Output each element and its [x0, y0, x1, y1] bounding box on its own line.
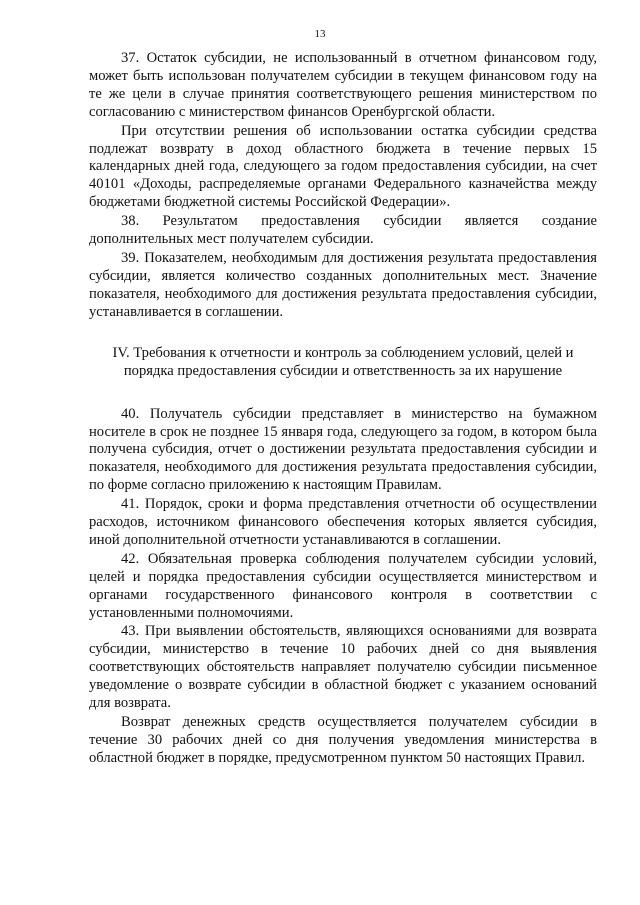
- paragraph-41: 41. Порядок, сроки и форма представления отчетности об осуществлении расходов, источником финансового обеспечения которых является субсидия, иной дополнительной отчетности устанавливаются в соглашении.: [89, 496, 597, 548]
- paragraph-39: 39. Показателем, необходимым для достижения результата предоставления субсидии, является количество созданных дополнительных мест. Значение показателя, необходимого для достижения результата предоставления субсидии, устанавливается в соглашении.: [89, 249, 597, 320]
- document-body: [89, 50, 597, 768]
- paragraph-42: 42. Обязательная проверка соблюдения получателем субсидии условий, целей и порядка предоставления субсидии осуществляется министерством и органами государственного финансового контроля в соответствии с установленными полномочиями.: [89, 550, 597, 621]
- paragraph-43-refund: Возврат денежных средств осуществляется получателем субсидии в течение 30 рабочих дней со дня получения уведомления министерства в областной бюджет в порядке, предусмотренном пунктом 50 настоящих Правил.: [89, 714, 597, 766]
- paragraph-40: 40. Получатель субсидии представляет в министерство на бумажном носителе в срок не позднее 15 января года, следующего за годом, в котором была получена субсидия, отчет о достижении результата предоставления субсидии и показателя, необходимого для достижения результата предоставления субсидии, по форме согласно приложению к настоящим Правилам.: [89, 405, 597, 494]
- paragraph-37-remainder: При отсутствии решения об использовании остатка субсидии средства подлежат возврату в доход областного бюджета в течение первых 15 календарных дней года, следующего за годом предоставления субсидии, на счет 40101 «Доходы, распределяемые органами Федерального казначейства между бюджетами бюджетной системы Российской Федерации».: [89, 122, 597, 211]
- paragraph-38: 38. Результатом предоставления субсидии является создание дополнительных мест получателем субсидии.: [89, 213, 597, 248]
- paragraph-37: 37. Остаток субсидии, не использованный в отчетном финансовом году, может быть использован получателем субсидии в текущем финансовом году на те же цели в случае принятия соответствующего решения министерством по согласованию с министерством финансов Оренбургской области.: [89, 50, 597, 120]
- section-heading: IV. Требования к отчетности и контроль за соблюдением условий, целей и порядка предоставления субсидии и ответственность за их нарушение: [112, 344, 574, 380]
- page-number: 13: [314, 28, 326, 40]
- paragraph-43: 43. При выявлении обстоятельств, являющихся основаниями для возврата субсидии, министерство в течение 10 рабочих дней со дня выявления соответствующих обстоятельств направляет получателю субсидии письменное уведомление о возврате субсидии в областной бюджет с указанием оснований для возврата.: [89, 623, 597, 712]
